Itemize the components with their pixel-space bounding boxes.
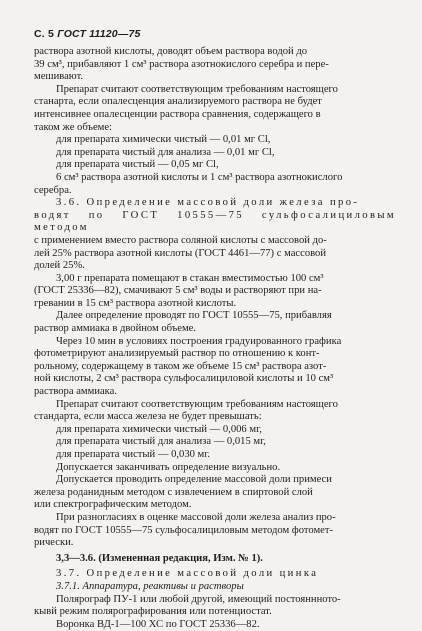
text-line: мешивают. [34,71,84,83]
revision-note: 3,3—3.6. (Измененная редакция, Изм. № 1). [56,552,263,564]
list-item: для препарата чистый — 0,030 мг. [56,449,211,460]
text-line: таком же объеме: [34,121,112,133]
text-line: железа роданидным методом с извлечением в спиртовой слой [34,486,313,498]
text-line: водят по ГОСТ 10555—75 сульфосалициловым методом фотомет- [34,524,334,536]
text-line: ной кислоты, 2 см³ раствора сульфосалициловой кислоты и 10 см³ [34,373,334,385]
text-line: или спектрографическим методом. [34,499,192,511]
text-line: с применением вместо раствора соляной кислоты с массовой до- [34,234,327,246]
text-line: При разногласиях в оценке массовой доли железа анализ про- [56,511,336,523]
text-line: 39 см³, прибавляют 1 см³ раствора азотнокислого серебра и пере- [34,58,329,70]
subsection-heading: 3.7.1. Аппаратура, реактивы и растворы [56,580,244,592]
paragraph-chloride-criteria [34,84,396,197]
text-line: долей 25%. [34,260,85,272]
text-line: станарта, если опалесценция анализируемого раствора не будет [34,96,322,108]
text-line: лей 25% раствора азотной кислоты (ГОСТ 4461—77) с массовой [34,247,327,259]
page-header [34,28,396,40]
list-item: для препарата чистый для анализа — 0,01 мг Cl, [56,146,275,158]
text-line: кывй режим полярографирования или потенциостат. [34,606,272,618]
text-line: Далее определение проводят по ГОСТ 10555—75, прибавляя [56,310,332,322]
text-line: водят по ГОСТ 10555—75 сульфосалициловым методом [34,209,396,234]
text-line: 6 см³ раствора азотной кислоты и 1 см³ раствора азотнокислого [56,171,343,183]
text-line: рольному, содержащему в таком же объеме 15 см³ раствора азот- [34,360,327,372]
text-line: (ГОСТ 25336—82), смачивают 5 см³ воды и растворяют при на- [34,285,322,297]
standard-code: ГОСТ 11120—75 [57,28,141,40]
text-line: серебра. [34,184,72,196]
text-line: Воронка ВД-1—100 ХС по ГОСТ 25336—82. [56,618,260,630]
text-line: Через 10 мин в условиях построения градуированного графика [56,335,342,347]
list-item: для препарата чистый — 0,05 мг Cl, [56,159,219,171]
section-heading: 3.7. Определение массовой доли цинка [56,568,319,580]
text-line: раствор аммиака в двойном объеме. [34,323,197,335]
list-item: для препарата химически чистый — 0,006 мг, [56,423,262,435]
text-line: раствора аммиака. [34,386,118,398]
text-line: гревании в 15 см³ раствора азотной кислоты. [34,297,237,309]
page-number: С. 5 [34,28,55,40]
text-line: Препарат считают соответствующим требованиям настоящего [56,398,338,410]
text-line: раствора азотной кислоты, доводят объем раствора водой до [34,46,308,57]
list-item: для препарата химически чистый — 0,01 мг Cl, [56,134,271,146]
section-3-7-zinc [34,568,396,631]
section-heading: 3.6. Определение массовой доли железа про- [56,197,360,209]
paragraph-chloride-end [34,46,396,84]
text-line: Препарат считают соответствующим требованиям настоящего [56,83,338,95]
text-line: Полярограф ПУ-1 или любой другой, имеющий постояннното- [56,593,341,605]
text-line: фотометрируют анализируемый раствор по отношению к конт- [34,348,320,360]
section-3-6-iron [34,197,396,550]
list-item: для препарата чистый для анализа — 0,015 мг, [56,436,266,448]
text-line: интенсивнее опалесценции раствора сравнения, содержащего в [34,108,321,120]
text-line: 3,00 г препарата помещают в стакан вместимостью 100 см³ [56,272,324,284]
text-line: Допускается проводить определение массовой доли примеси [56,474,332,486]
text-line: Допускается заканчивать определение визуально. [56,461,281,473]
text-line: стандарта, если масса железа не будет превышать: [34,411,262,423]
text-line: рически. [34,537,74,549]
